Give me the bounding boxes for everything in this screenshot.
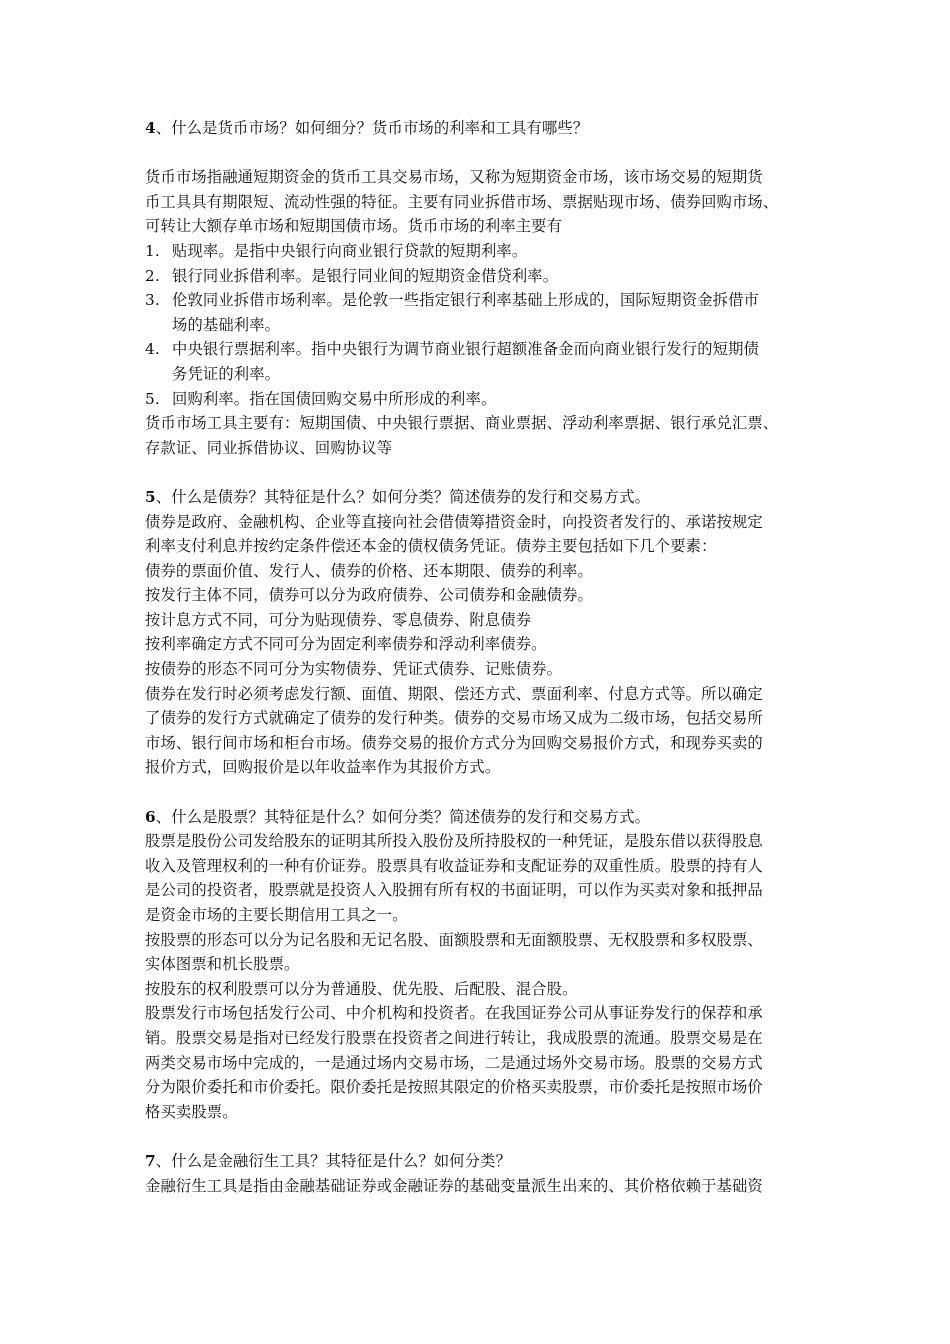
paragraph-line: 债券的票面价值、发行人、债券的价格、还本期限、债券的利率。 bbox=[145, 561, 593, 580]
list-item bbox=[145, 239, 815, 264]
list-text: 伦敦同业拆借市场利率。是伦敦一些指定银行利率基础上形成的，国际短期资金拆借市 bbox=[172, 291, 759, 310]
paragraph-line: 了债券的发行方式就确定了债券的发行种类。债券的交易市场又成为二级市场，包括交易所 bbox=[145, 709, 763, 728]
list-text: 中央银行票据利率。指中央银行为调节商业银行超额准备金而向商业银行发行的短期债 bbox=[172, 340, 759, 359]
list-number: 1. bbox=[145, 241, 160, 260]
section-7-heading bbox=[145, 1149, 815, 1174]
section-title: 、什么是债券？其特征是什么？如何分类？简述债券的发行和交易方式。 bbox=[155, 487, 651, 506]
list-text-continued: 场的基础利率。 bbox=[172, 315, 281, 334]
section-number: 6 bbox=[145, 807, 156, 826]
list-item bbox=[145, 387, 815, 412]
list-number: 2. bbox=[145, 266, 160, 285]
spacer bbox=[145, 1124, 815, 1149]
paragraph-line: 市场、银行间市场和柜台市场。债券交易的报价方式分为回购交易报价方式，和现券买卖的 bbox=[145, 733, 763, 752]
spacer bbox=[145, 780, 815, 805]
document-body bbox=[145, 116, 815, 1198]
section-5-heading bbox=[145, 485, 815, 510]
paragraph-line: 按股东的权利股票可以分为普通股、优先股、后配股、混合股。 bbox=[145, 979, 578, 998]
paragraph-line: 股票发行市场包括发行公司、中介机构和投资者。在我国证券公司从事证券发行的保荐和承 bbox=[145, 1004, 763, 1023]
paragraph-line: 币工具具有期限短、流动性强的特征。主要有同业拆借市场、票据贴现市场、债券回购市场、 bbox=[145, 192, 779, 211]
paragraph-line: 货币市场指融通短期资金的货币工具交易市场，又称为短期资金市场，该市场交易的短期货 bbox=[145, 168, 763, 187]
spacer bbox=[145, 141, 815, 166]
list-item bbox=[145, 337, 815, 362]
list-text-continued: 务凭证的利率。 bbox=[172, 364, 281, 383]
section-6-heading bbox=[145, 805, 815, 830]
paragraph-line: 是资金市场的主要长期信用工具之一。 bbox=[145, 906, 408, 924]
paragraph-line: 两类交易市场中完成的，一是通过场内交易市场，二是通过场外交易市场。股票的交易方式 bbox=[145, 1053, 763, 1072]
paragraph-line: 金融衍生工具是指由金融基础证券或金融证券的基础变量派生出来的、其价格依赖于基础资 bbox=[145, 1176, 763, 1195]
paragraph-line: 是公司的投资者，股票就是投资人入股拥有所有权的书面证明，可以作为买卖对象和抵押品 bbox=[145, 881, 763, 900]
section-title: 、什么是金融衍生工具？其特征是什么？如何分类？ bbox=[155, 1151, 512, 1170]
list-text: 回购利率。指在国债回购交易中所形成的利率。 bbox=[172, 389, 497, 408]
list-item bbox=[145, 264, 815, 289]
section-title: 、什么是货币市场？如何细分？货币市场的利率和工具有哪些？ bbox=[155, 119, 589, 137]
section-title: 、什么是股票？其特征是什么？如何分类？简述债券的发行和交易方式。 bbox=[155, 807, 651, 826]
paragraph-line: 格买卖股票。 bbox=[145, 1102, 238, 1121]
list-number: 5. bbox=[145, 389, 160, 408]
paragraph-line: 按发行主体不同，债券可以分为政府债券、公司债券和金融债券。 bbox=[145, 586, 593, 605]
paragraph-line: 存款证、同业拆借协议、回购协议等 bbox=[145, 438, 393, 457]
paragraph-line: 按股票的形态可以分为记名股和无记名股、面额股票和无面额股票、无权股票和多权股票、 bbox=[145, 930, 763, 949]
section-number: 4 bbox=[145, 119, 156, 137]
list-number: 3. bbox=[145, 291, 160, 310]
paragraph-line: 可转让大额存单市场和短期国债市场。货币市场的利率主要有 bbox=[145, 217, 563, 236]
paragraph-line: 按债券的形态不同可分为实物债券、凭证式债券、记账债券。 bbox=[145, 660, 563, 679]
paragraph-line: 收入及管理权利的一种有价证券。股票具有收益证券和支配证券的双重性质。股票的持有人 bbox=[145, 856, 763, 875]
list-item bbox=[145, 288, 815, 313]
paragraph-line: 股票是股份公司发给股东的证明其所投入股份及所持股权的一种凭证，是股东借以获得股息 bbox=[145, 832, 763, 851]
paragraph-line: 债券是政府、金融机构、企业等直接向社会借债筹措资金时，向投资者发行的、承诺按规定 bbox=[145, 512, 763, 531]
paragraph-line: 货币市场工具主要有：短期国债、中央银行票据、商业票据、浮动利率票据、银行承兑汇票、 bbox=[145, 414, 779, 433]
paragraph-line: 销。股票交易是指对已经发行股票在投资者之间进行转让，我成股票的流通。股票交易是在 bbox=[145, 1028, 763, 1047]
paragraph-line: 实体图票和机长股票。 bbox=[145, 955, 300, 974]
paragraph-line: 按利率确定方式不同可分为固定利率债券和浮动利率债券。 bbox=[145, 635, 547, 654]
list-number: 4. bbox=[145, 340, 160, 359]
paragraph-line: 分为限价委托和市价委托。限价委托是按照其限定的价格买卖股票，市价委托是按照市场价 bbox=[145, 1078, 763, 1097]
paragraph-line: 报价方式，回购报价是以年收益率作为其报价方式。 bbox=[145, 758, 501, 777]
spacer bbox=[145, 460, 815, 485]
section-number: 5 bbox=[145, 487, 156, 506]
paragraph-line: 利率支付利息并按约定条件偿还本金的债权债务凭证。债券主要包括如下几个要素： bbox=[145, 537, 717, 556]
section-4-heading bbox=[145, 116, 815, 141]
paragraph-line: 债券在发行时必须考虑发行额、面值、期限、偿还方式、票面利率、付息方式等。所以确定 bbox=[145, 684, 763, 703]
section-number: 7 bbox=[145, 1151, 156, 1170]
list-text: 银行同业拆借利率。是银行同业间的短期资金借贷利率。 bbox=[172, 266, 559, 285]
paragraph-line: 按计息方式不同，可分为贴现债券、零息债券、附息债券 bbox=[145, 610, 532, 629]
list-text: 贴现率。是指中央银行向商业银行贷款的短期利率。 bbox=[172, 241, 528, 260]
